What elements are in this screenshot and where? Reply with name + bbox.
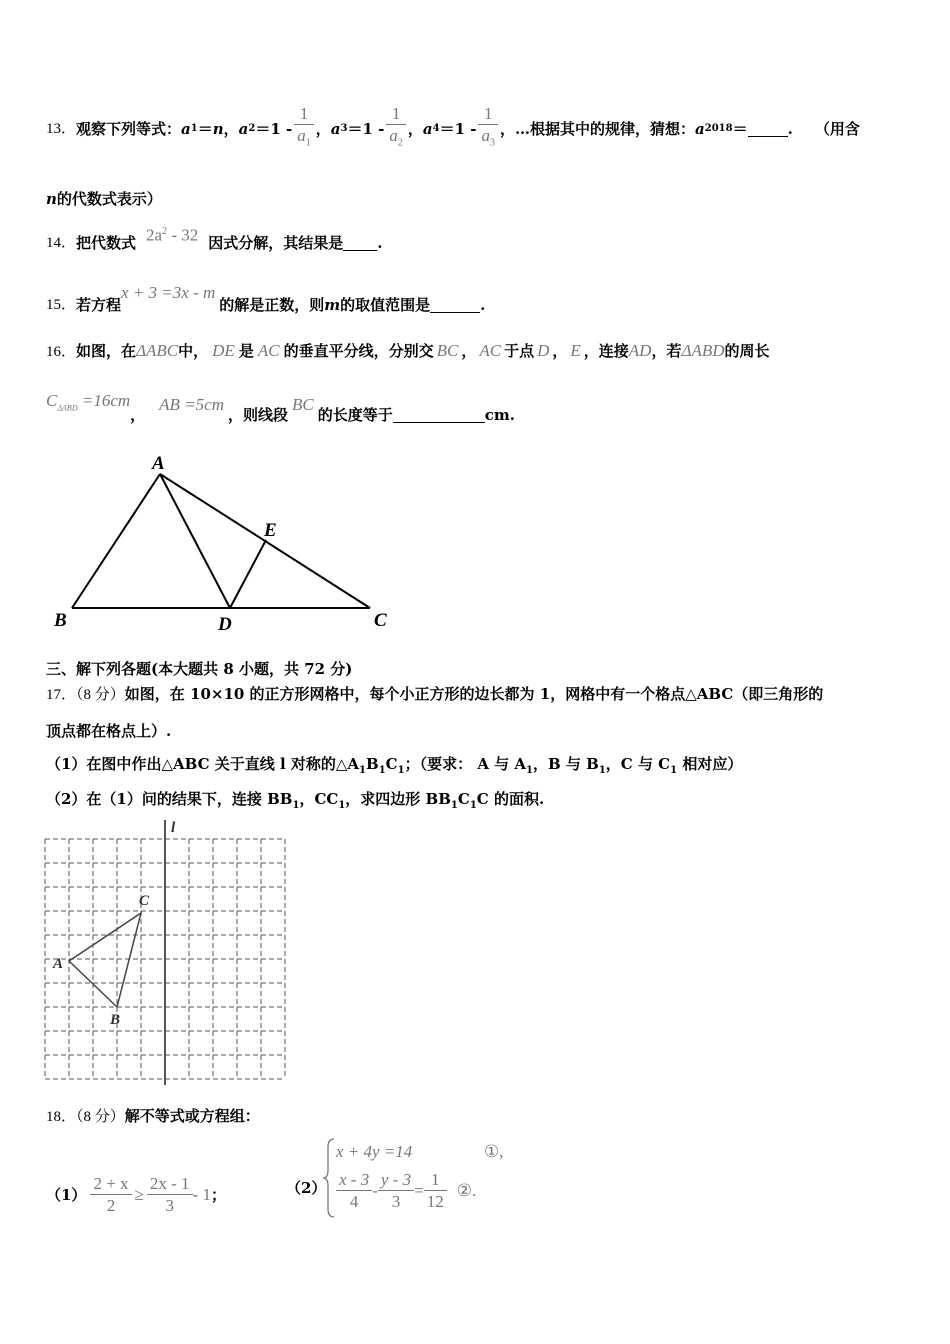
q13-frac3-den [478,124,498,154]
q13-a2: a [238,120,249,138]
q13-frac3-num: 1 [483,103,493,123]
q13-eq4: ＝1 - [439,120,477,138]
q14-expr-a: 2a [146,225,163,245]
q17-p1d: ；（要求： A 与 A [404,755,527,773]
q18-sys-frac2-num: y - 3 [380,1169,412,1189]
q13-lead: 观察下列等式： [76,120,182,138]
q13-frac1-den [294,124,314,154]
q13-fraction-1 [294,104,314,154]
q13-a3: a [330,120,341,138]
q17-p1-sub5: 1 [598,765,606,776]
q17-number: 17． [46,687,77,703]
q17-p2-sub4: 1 [469,800,477,811]
q16-triangle-abd: ΔABD [681,341,725,360]
q18-equals: = [414,1181,424,1200]
q13-frac3-den-sub: 3 [489,137,495,149]
q17-p1b: B [366,755,379,773]
q16-p5: ， [461,342,477,360]
q17-line1 [46,684,823,705]
q17-grid-figure [40,815,290,1085]
q16-e: E [570,341,581,360]
q17-p1-sub3: 1 [397,765,405,776]
q17-score: （8 分） [76,687,125,703]
q17-p2d: C [457,790,470,808]
q13-a2-sub: 2 [248,123,256,134]
fig17-label-a: A [53,956,64,972]
q16-p2: 中， [178,342,209,360]
q18-heading [46,1106,260,1127]
q13-line2-rest: 的代数式表示） [56,190,162,208]
q13-line2-n: n [46,190,57,208]
q18-score: （8 分） [76,1109,125,1125]
fig16-label-e: E [264,520,277,541]
fig16-label-b: B [54,610,67,631]
q17-line2: 顶点都在格点上）. [46,722,172,740]
q16-figure [40,440,400,640]
q16-ad: AD [628,341,652,360]
q13-frac2-den-a: a [389,125,398,145]
q17-p2e: C 的面积. [476,790,545,808]
q16-c: C [46,391,58,411]
q16-p8: ，连接 [583,342,629,360]
q14-expression [146,222,198,246]
q13-frac2-den [386,124,406,154]
q16-c-value: =16cm [77,391,131,411]
q16-ac: AC [257,341,280,360]
section3-heading: 三、解下列各题(本大题共 8 小题，共 72 分) [46,660,353,678]
q16-bc2: BC [291,395,314,414]
q13-frac1-num: 1 [299,103,309,123]
q14-dot: . [377,234,383,252]
q13-frac2-den-sub: 2 [397,137,403,149]
q16-bc: BC [436,341,459,360]
q13-sep1: ， [223,120,239,138]
q17-text-line1: 如图，在 10×10 的正方形网格中，每个小正方形的边长都为 1，网格中有一个格点△ABC（即三角形的 [124,685,824,703]
q16-p7: ， [552,342,568,360]
q16-de: DE [212,341,235,360]
q18-sys-frac1 [336,1170,372,1213]
q13-dot: . [787,120,793,138]
q18-mark1: ①, [484,1142,504,1161]
fig17-label-b: B [110,1012,121,1028]
q17-p1c: C [385,755,398,773]
q14-rest: 因式分解，其结果是 [208,234,344,252]
q15 [46,282,485,316]
q17-p2a: （2）在（1）问的结果下，连接 BB [46,790,293,808]
q18-ineq-frac2-num: 2x - 1 [149,1173,190,1193]
q13-n: n [212,120,224,138]
q18-sys-frac1-den: 4 [336,1190,372,1213]
q14-expr-sup: 2 [162,226,168,238]
q18-system [336,1140,504,1218]
q18-ineq-tail: - 1 [192,1185,211,1204]
q16-p11: ， [130,406,146,424]
q13-frac3-den-a: a [481,125,490,145]
q18-ineq-frac2-den: 3 [147,1194,193,1217]
q13-frac2-num: 1 [391,103,401,123]
q17-p1g: 相对应） [677,755,743,773]
q15-equation: x + 3 =3x - m [121,283,216,302]
q13-sep3: ， [407,120,423,138]
q17-p1-sub2: 1 [378,765,386,776]
fig16-segment-ab [72,474,160,608]
q13-eq1: ＝ [197,120,213,138]
q16-number: 16． [46,344,77,360]
q18-minus: - [372,1181,378,1200]
q18-ineq-frac2 [147,1174,193,1217]
fig17-label-l: l [171,820,176,836]
q16-p10: 的周长 [724,342,770,360]
q15-dot: . [480,296,486,314]
q13-answer-blank [748,122,788,137]
q16-answer-blank [393,408,485,423]
q17-p1f: ，C 与 C [605,755,671,773]
q13-eq5: ＝ [732,120,748,138]
q18-ineq-frac1-den: 2 [90,1194,131,1217]
q14-expr-b: - 32 [167,225,199,245]
q16-p9: ，若 [651,342,682,360]
q13-a4: a [422,120,433,138]
q16-ab: AB =5cm [159,395,224,414]
q18-sys-frac2-den: 3 [378,1190,414,1213]
q13-tail: ，…根据其中的规律，猜想： [499,120,695,138]
q18-part1-label: （1） [46,1186,87,1204]
q18-ineq-frac1-num: 2 + x [93,1173,129,1193]
q15-answer-blank [430,298,480,313]
q16-p1: 如图，在 [76,342,137,360]
q16-triangle-abc: ΔABC [136,341,179,360]
q13-number: 13． [46,121,77,137]
fig16-label-c: C [374,610,387,631]
q13-line1 [46,104,860,154]
q13-eq2: ＝1 - [255,120,293,138]
q13-line2 [46,189,162,209]
triangle-abc [69,913,141,1007]
q16-d: D [537,341,550,360]
q13-a1: a [181,120,191,138]
q17-p2b: ，CC [299,790,339,808]
q13-paren: （用含 [814,120,860,138]
q18-sys-frac2 [378,1170,414,1213]
q18-sys-frac1-num: x - 3 [339,1169,370,1189]
q16-p12: ，则线段 [227,406,288,424]
q13-a3-sub: 3 [340,123,348,134]
q18-number: 18． [46,1109,77,1125]
q16-p3: 是 [238,342,254,360]
q17-part1 [46,754,742,781]
q17-p1-sub6: 1 [670,765,678,776]
q18-sys-frac3-den: 12 [424,1190,447,1213]
q13-eq3: ＝1 - [347,120,385,138]
q17-p1e: ，B 与 B [533,755,599,773]
q17-p2-sub1: 1 [292,800,300,811]
q13-fraction-3 [478,104,498,154]
q18-eq1: x + 4y =14 [336,1142,413,1161]
q18-sys-frac3 [424,1170,447,1213]
q16-perimeter [46,391,130,418]
q16-p13: 的长度等于 [317,406,393,424]
q13-frac1-den-sub: 1 [305,137,311,149]
q14-answer-blank [343,236,377,251]
fig16-segment-ad [160,474,230,608]
q18-semicolon: ； [210,1186,226,1204]
q13-a1-sub: 1 [190,123,198,134]
q13-a2018: a [695,120,705,138]
q13-fraction-2 [386,104,406,154]
q18-brace [322,1137,336,1219]
q18-part2-label: （2） [286,1179,327,1197]
q17-p2-sub2: 1 [338,800,346,811]
q17-p1a: （1）在图中作出△ABC 关于直线 l 对称的△A [46,755,360,773]
q13-sep2: ， [315,120,331,138]
q14-number: 14． [46,235,77,251]
fig16-label-d: D [218,614,232,635]
q14-lead: 把代数式 [76,234,137,252]
fig17-label-c: C [139,893,150,909]
q16-line2 [46,391,515,426]
q16-ac2: AC [479,341,502,360]
q13-a4-sub: 4 [432,123,440,134]
q15-lead: 若方程 [76,296,122,314]
q17-p1-sub1: 1 [359,765,367,776]
q18-ge: ≥ [134,1185,144,1204]
fig16-segment-de [230,540,266,608]
q15-m: m [324,296,341,314]
q15-rest: 的取值范围是 [340,296,431,314]
q16-c-sub: ΔABD [57,403,78,413]
q16-p6: 于点 [504,342,535,360]
q13-a2018-sub: 2018 [704,123,733,134]
q15-mid: 的解是正数，则 [219,296,325,314]
q17-p2c: ，求四边形 BB [345,790,451,808]
q17-part2 [46,789,544,816]
q18-sys-frac3-num: 1 [430,1169,440,1189]
q18-mark2: ②. [456,1181,477,1200]
fig16-label-a: A [152,453,165,474]
q16-line1 [46,341,770,362]
q16-unit: cm. [484,406,515,424]
q14 [46,226,383,260]
q18-part1 [46,1170,226,1220]
q15-number: 15． [46,297,77,313]
q17-p2-sub3: 1 [450,800,458,811]
q18-ineq-frac1 [90,1174,131,1217]
q18-lead: 解不等式或方程组： [124,1107,260,1125]
q17-p1-sub4: 1 [526,765,534,776]
q16-p4: 的垂直平分线，分别交 [283,342,434,360]
q13-frac1-den-a: a [297,125,306,145]
